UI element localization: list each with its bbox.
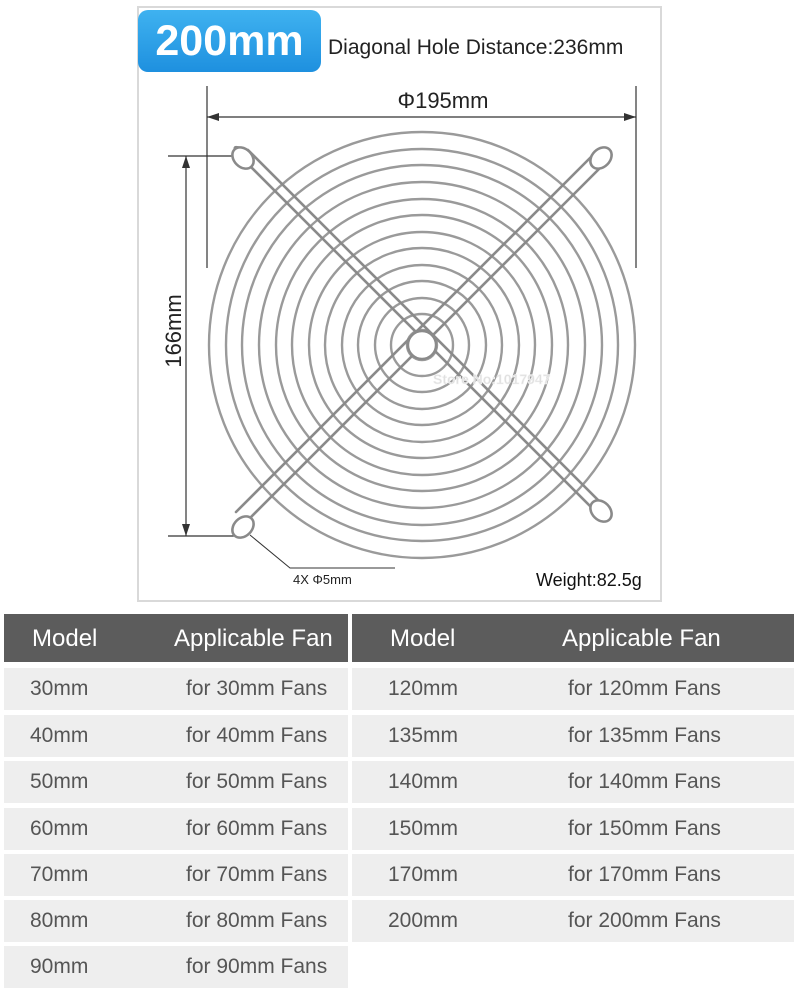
applicable-fan-cell: for 40mm Fans [186, 724, 328, 747]
table-header-left [4, 614, 348, 662]
model-cell: 150mm [388, 817, 459, 840]
table-row [352, 668, 794, 710]
model-cell: 30mm [30, 677, 89, 700]
table-row [4, 715, 348, 757]
table-row [352, 808, 794, 850]
model-cell: 70mm [30, 863, 89, 886]
table-row [352, 900, 794, 942]
applicable-fan-cell: for 135mm Fans [568, 724, 721, 747]
applicable-fan-cell: for 120mm Fans [568, 677, 721, 700]
applicable-fan-cell: for 170mm Fans [568, 863, 721, 886]
model-cell: 40mm [30, 724, 89, 747]
model-cell: 90mm [30, 955, 89, 978]
applicable-fan-cell: for 140mm Fans [568, 770, 721, 793]
model-cell: 120mm [388, 677, 459, 700]
table-row [4, 761, 348, 803]
applicable-fan-cell: for 90mm Fans [186, 955, 328, 978]
applicable-fan-cell: for 80mm Fans [186, 909, 328, 932]
applicable-fan-cell: for 150mm Fans [568, 817, 721, 840]
table-row [4, 808, 348, 850]
model-cell: 200mm [388, 909, 459, 932]
table-row [4, 854, 348, 896]
table-row [4, 900, 348, 942]
size-badge: 200mm [138, 10, 321, 72]
table-header-right [352, 614, 794, 662]
applicable-fan-cell: for 200mm Fans [568, 909, 721, 932]
model-cell: 60mm [30, 817, 89, 840]
model-cell: 170mm [388, 863, 459, 886]
model-cell: 135mm [388, 724, 459, 747]
applicable-fan-cell: for 30mm Fans [186, 677, 328, 700]
header-model: Model [32, 625, 98, 652]
hole-label: 4X Φ5mm [293, 572, 352, 587]
model-cell: 140mm [388, 770, 459, 793]
header-model: Model [390, 625, 456, 652]
applicable-fan-cell: for 60mm Fans [186, 817, 328, 840]
header-applicable-fan: Applicable Fan [174, 625, 333, 652]
diameter-label: Φ195mm [397, 88, 489, 113]
table-row [4, 668, 348, 710]
table-row [352, 761, 794, 803]
table-row [352, 715, 794, 757]
applicable-fan-cell: for 70mm Fans [186, 863, 328, 886]
center-hub [408, 331, 436, 359]
store-watermark: Store No:1017947 [433, 371, 551, 387]
table-row [4, 946, 348, 988]
table-row [352, 854, 794, 896]
applicable-fan-cell: for 50mm Fans [186, 770, 328, 793]
header-applicable-fan: Applicable Fan [562, 625, 721, 652]
height-label: 166mm [161, 294, 186, 368]
diagonal-hole-distance: Diagonal Hole Distance:236mm [328, 36, 624, 59]
model-cell: 80mm [30, 909, 89, 932]
model-cell: 50mm [30, 770, 89, 793]
weight-label: Weight:82.5g [536, 570, 642, 590]
